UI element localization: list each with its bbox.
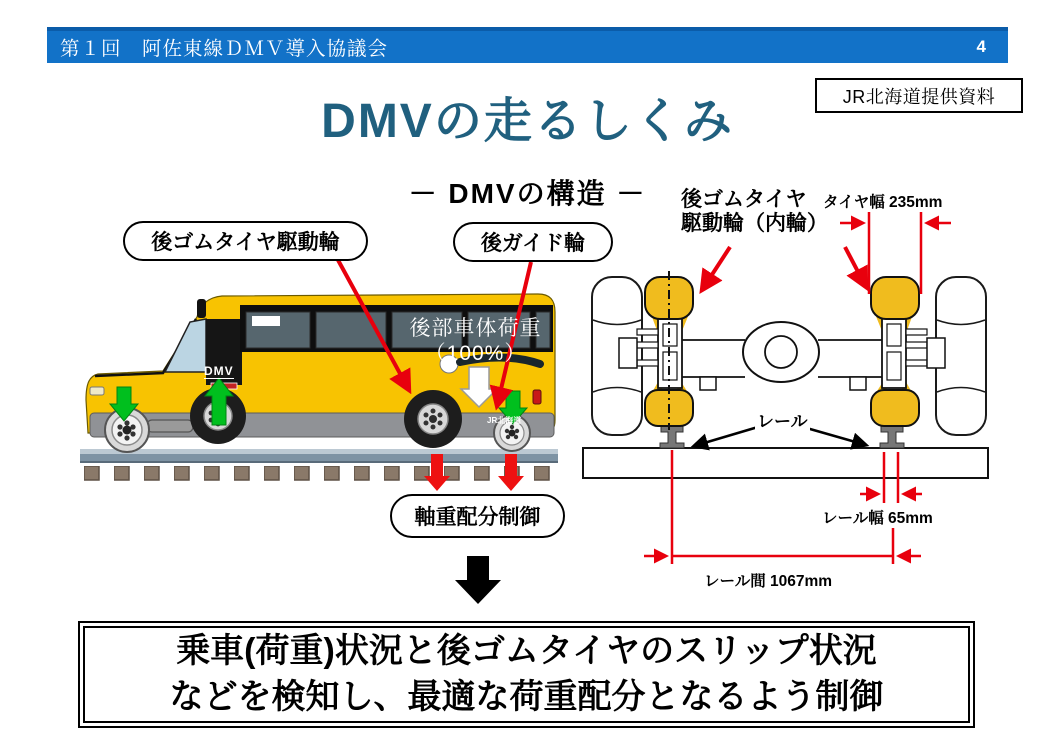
conclusion-line2: などを検知し、最適な荷重配分となるよう制御	[169, 677, 884, 716]
black-down-arrow	[455, 556, 501, 604]
red-pointer-right-wheel	[845, 247, 866, 287]
page-title: DMVの走るしくみ	[321, 95, 734, 148]
page-number: 4	[976, 37, 986, 56]
right-hub-assembly	[878, 312, 945, 396]
rail-bed	[583, 448, 988, 478]
header-bar	[47, 27, 1008, 63]
window-blind	[252, 316, 280, 326]
label-tire-width: タイヤ幅 235mm	[823, 194, 943, 211]
section-heading: － DMVの構造 －	[408, 178, 647, 209]
label-rail-gauge: レール間 1067mm	[704, 573, 833, 590]
conclusion-box	[78, 621, 975, 728]
conclusion-text	[83, 626, 970, 723]
conclusion-line1: 乗車(荷重)状況と後ゴムタイヤのスリップ状況	[176, 631, 877, 670]
callout-rear-guide-wheel	[453, 222, 613, 262]
header-title: 第１回 阿佐東線ＤＭＶ導入協議会	[60, 38, 389, 60]
label-rear-body-load: 後部車体荷重 （100%）	[409, 317, 542, 366]
source-note-box	[815, 78, 1023, 113]
callout-text: 後ガイド輪	[480, 232, 586, 255]
rear-rubber-tire	[404, 390, 462, 448]
label-inner-drive-wheel: 後ゴムタイヤ 駆動輪（内輪）	[681, 188, 828, 236]
axle-beam	[682, 322, 882, 390]
source-note-text: JR北海道提供資料	[842, 86, 996, 107]
callout-rear-rubber-drive-wheel	[123, 221, 368, 261]
callout-text: 後ゴムタイヤ駆動輪	[151, 231, 340, 254]
label-rail-width: レール幅 65mm	[822, 510, 933, 527]
callout-text: 軸重配分制御	[414, 506, 541, 529]
label-rail: レール	[755, 407, 810, 432]
rail-track	[80, 449, 558, 481]
red-pointer-left-wheel	[702, 247, 730, 290]
bus-operator-label: JR北海道	[487, 416, 522, 425]
windshield	[165, 319, 206, 372]
bus-dmv-logo: DMV	[204, 364, 234, 378]
callout-axle-load-control	[390, 494, 565, 538]
left-inner-yellow-wheel	[645, 271, 693, 430]
